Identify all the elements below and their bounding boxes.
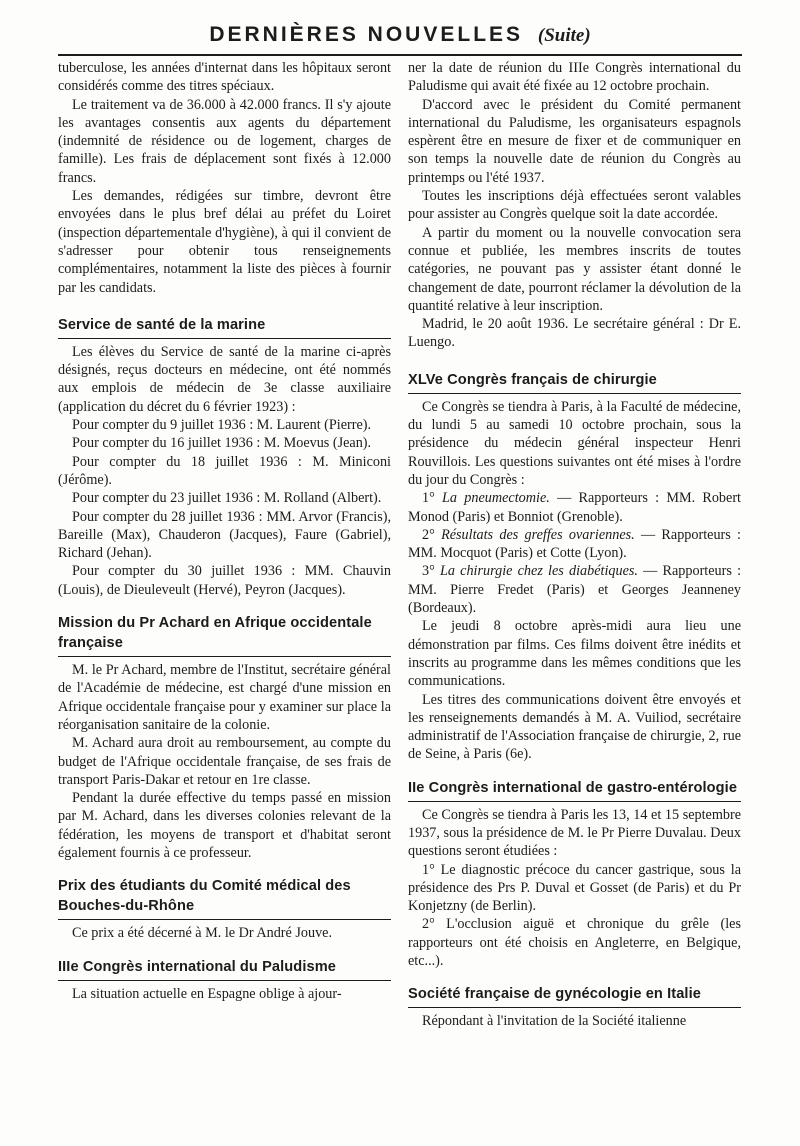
header-title: DERNIÈRES NOUVELLES (209, 23, 524, 46)
question-item (408, 489, 741, 526)
paragraph: Pour compter du 30 juillet 1936 : MM. Chauvin (Louis), de Dieuleveult (Hervé), Peyron (Jacques). (58, 563, 391, 598)
paragraph: Pour compter du 28 juillet 1936 : MM. Arvor (Francis), Bareille (Max), Chauderon (Jacques), Faure (Gabriel), Richard (Jehan). (58, 508, 391, 562)
question-number: 2° (422, 526, 435, 543)
paragraph: Pour compter du 9 juillet 1936 : M. Laurent (Pierre). (72, 417, 372, 434)
paragraph: D'accord avec le président du Comité permanent international du Paludisme, les organisateurs espagnols espèrent être en mesure de fixer et de communiquer en son temps la nouvelle date de réunion du Congrès au printemps ou l'été 1937. (408, 96, 741, 186)
header-rule (58, 54, 742, 56)
paragraph: Madrid, le 20 août 1936. Le secrétaire général : Dr E. Luengo. (408, 316, 741, 351)
right-column (408, 59, 741, 1031)
question-rest: — Rapporteurs : MM. Mocquot (Paris) et Cotte (Lyon). (408, 526, 741, 562)
paragraph: La situation actuelle en Espagne oblige à ajour- (72, 985, 342, 1002)
section-heading-marine: Service de santé de la marine (58, 315, 391, 339)
paragraph: M. Achard aura droit au remboursement, au compte du budget de l'Afrique occidentale française, de ses frais de transport Paris-Dakar et retour en 1re classe. (58, 735, 391, 788)
paragraph: ner la date de réunion du IIIe Congrès international du Paludisme qui avait été fixée au 12 octobre prochain. (408, 60, 741, 95)
paragraph: A partir du moment ou la nouvelle convocation sera connue et publiée, les membres inscrits de toutes catégories, ne pouvant pas y assister étant donné le changement de date, pourront réclamer la dévolution de la quantité relative à leur inscription. (408, 224, 741, 314)
question-title: La pneumectomie. (442, 490, 550, 507)
paragraph: Pour compter du 18 juillet 1936 : M. Miniconi (Jérôme). (58, 453, 391, 488)
paragraph: Pour compter du 16 juillet 1936 : M. Moevus (Jean). (72, 435, 372, 452)
paragraph: Pendant la durée effective du temps passé en mission par M. Achard, dans les diverses colonies relevant de la fédération, les moyens de transport et d'habitat seront également fournis à ce professeur. (58, 790, 391, 861)
paragraph: tuberculose, les années d'internat dans les hôpitaux seront considérés comme des titres spéciaux. (58, 60, 391, 95)
paragraph: Ce Congrès se tiendra à Paris, à la Faculté de médecine, du lundi 5 au samedi 10 octobre prochain, sous la présidence du médecin général inspecteur Henri Rouvillois. Les questions suivantes ont été mises à l'ordre du jour du Congrès : (408, 398, 741, 488)
question-number: 3° (422, 563, 435, 580)
paragraph: Le traitement va de 36.000 à 42.000 francs. Il s'y ajoute les avantages consentis aux agents du département (indemnité de résidence ou de logement, charges de famille). Les frais de déplacement sont fixés à 12.000 francs. (58, 96, 391, 186)
page-header (60, 18, 740, 53)
paragraph: M. le Pr Achard, membre de l'Institut, secrétaire général de l'Académie de médecine, est chargé d'une mission en Afrique occidentale française pour y examiner sur place la réorganisation sanitaire de la colonie. (58, 662, 391, 733)
paragraph: Les demandes, rédigées sur timbre, devront être envoyées dans le plus bref délai au préfet du Loiret (inspection départementale d'hygiène), à qui il convient de s'adresser pour obtenir tous renseignements complémentaires, notamment la liste des pièces à fournir par les candidats. (58, 188, 391, 296)
paragraph: Pour compter du 23 juillet 1936 : M. Rolland (Albert). (72, 490, 382, 507)
question-title: Résultats des greffes ovariennes. (441, 526, 635, 543)
question-number: 1° (422, 490, 435, 507)
paragraph: Répondant à l'invitation de la Société italienne (422, 1013, 687, 1030)
section-heading-achard: Mission du Pr Achard en Afrique occidentale française (58, 613, 391, 657)
question-item (408, 562, 741, 617)
header-suite: (Suite) (537, 25, 591, 46)
question-rest: — Rapporteurs : MM. Pierre Fredet (Paris) et Georges Jeanneney (Bordeaux). (408, 563, 742, 617)
section-heading-chirurgie: XLVe Congrès français de chirurgie (408, 370, 741, 394)
question-title: La chirurgie chez les diabétiques. (439, 563, 638, 580)
section-heading-prix: Prix des étudiants du Comité médical des Bouches-du-Rhône (58, 876, 391, 920)
question-item (408, 526, 741, 563)
left-column (58, 59, 391, 1003)
paragraph: 1° Le diagnostic précoce du cancer gastrique, sous la présidence des Prs P. Duval et Gosset (de Paris) et du Pr Konjetzny (de Berlin). (408, 861, 741, 915)
paragraph: Toutes les inscriptions déjà effectuées seront valables pour assister au Congrès quelque soit la date accordée. (408, 188, 741, 223)
paragraph: Ce prix a été décerné à M. le Dr André Jouve. (72, 925, 333, 942)
paragraph: Les élèves du Service de santé de la marine ci-après désignés, reçus docteurs en médecine, ont été nommés aux emplois de médecin de 3e classe auxiliaire (application du décret du 6 février 1923) : (58, 343, 391, 415)
paragraph: Les titres des communications doivent être envoyés et les renseignements demandés à M. A. Vuiliod, secrétaire administratif de l'Association française de chirurgie, 2, rue de Seine, à Paris (6e). (408, 691, 741, 763)
paragraph: Le jeudi 8 octobre après-midi aura lieu une démonstration par films. Ces films doivent être inédits et inscrits au programme dans les mêmes conditions que les communications. (408, 618, 741, 690)
paragraph: Ce Congrès se tiendra à Paris les 13, 14 et 15 septembre 1937, sous la présidence de M. le Pr Pierre Duvalau. Deux questions seront étudiées : (408, 806, 741, 860)
paragraph: 2° L'occlusion aiguë et chronique du grêle (les rapporteurs ont été choisis en Angleterre, en Belgique, etc...). (408, 916, 741, 970)
section-heading-gastro: IIe Congrès international de gastro-entérologie (408, 778, 741, 802)
question-rest: — Rapporteurs : MM. Robert Monod (Paris) et Bonniot (Grenoble). (408, 490, 741, 525)
section-heading-paludisme: IIIe Congrès international du Paludisme (58, 957, 391, 981)
section-heading-gyneco: Société française de gynécologie en Italie (408, 984, 741, 1008)
